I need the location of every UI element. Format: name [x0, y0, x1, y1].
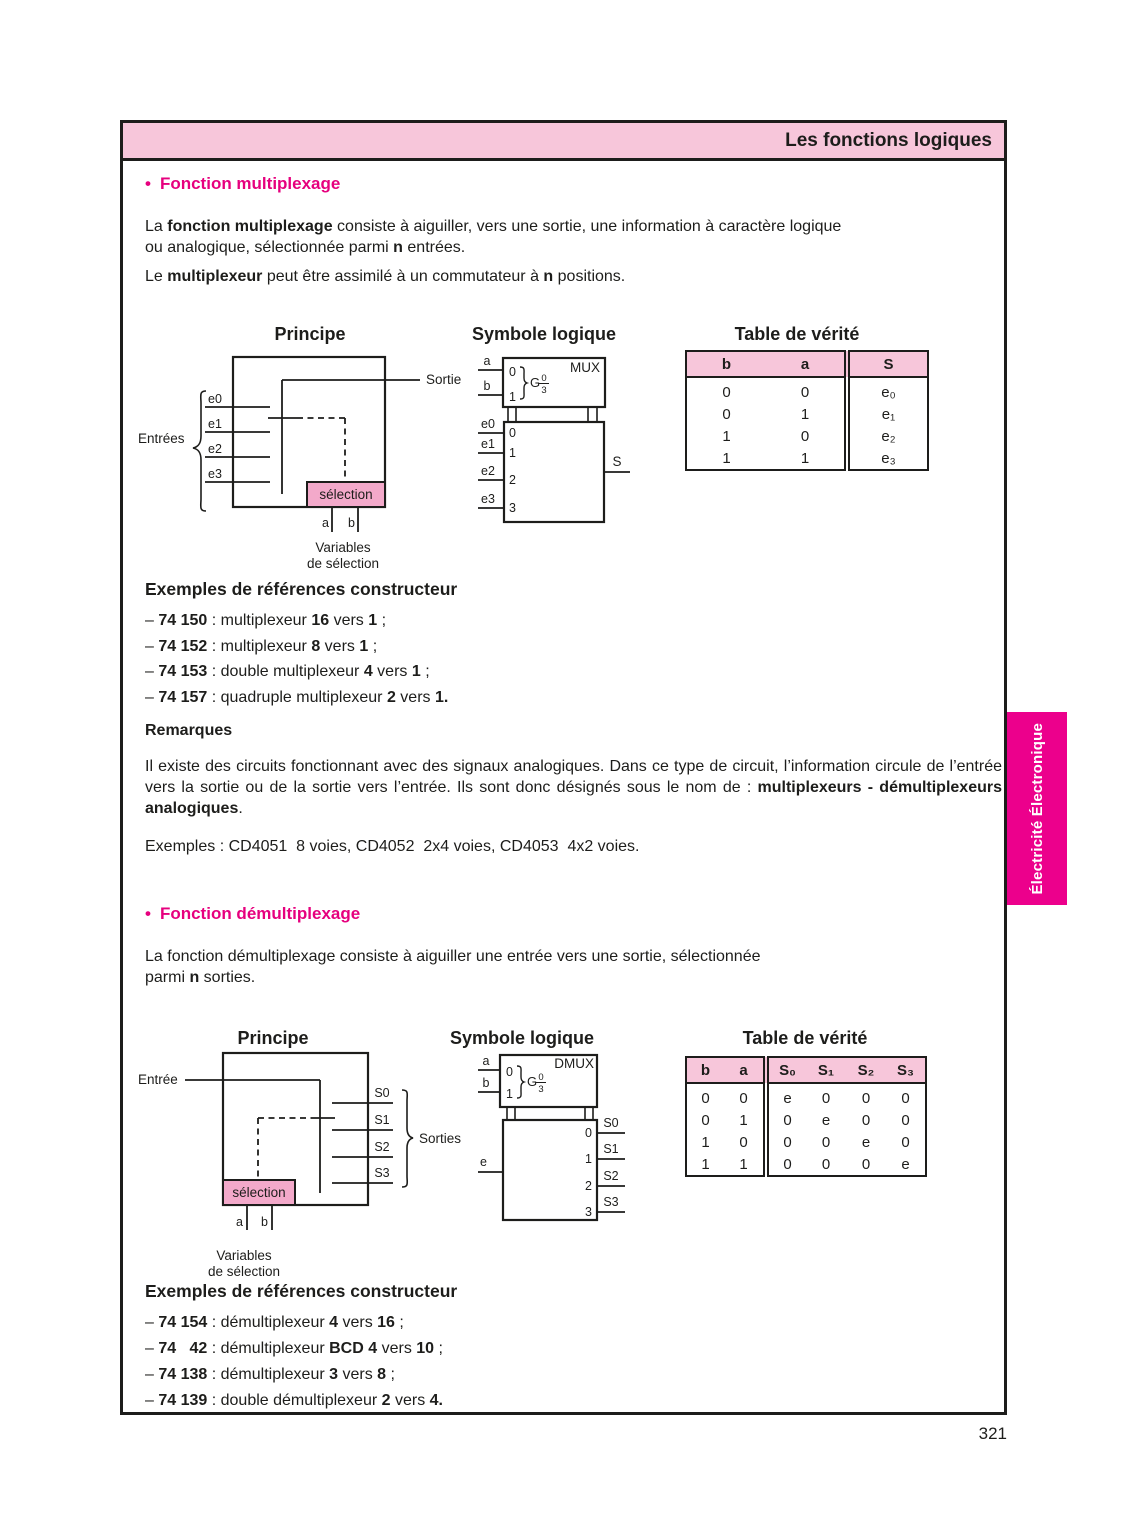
cell: e: [901, 1155, 910, 1173]
demux-out-s0: S0: [374, 1086, 390, 1100]
demux-var-b: b: [261, 1215, 268, 1229]
col-header-s2: S₂: [846, 1057, 886, 1083]
list-item: – 74 152 : multiplexeur 8 vers 1 ;: [145, 637, 378, 655]
demux-principe-diagram: [130, 1040, 470, 1290]
cell: 0: [821, 1089, 831, 1107]
table-row: [686, 403, 928, 425]
mux-section-title-text: Fonction multiplexage: [159, 174, 341, 193]
demux-examples-list: [145, 1310, 1002, 1414]
mux-pin-1: 1: [509, 446, 516, 460]
mux-truth-table: [685, 350, 929, 471]
mux-sel-b: b: [483, 379, 491, 393]
mux-selection-label: sélection: [319, 487, 373, 502]
table-row: [686, 1153, 926, 1176]
entree-label: Entrée: [138, 1072, 178, 1087]
cell: 0: [861, 1111, 871, 1129]
col-header-a: a: [724, 1057, 766, 1083]
cell: 0: [739, 1089, 748, 1107]
sorties-brace: [402, 1090, 413, 1187]
bullet: •: [145, 904, 151, 923]
mux-symbole-boxes: [503, 358, 605, 522]
demux-sel-b: b: [482, 1076, 490, 1090]
table-row: [686, 1131, 926, 1153]
mux-truth-header-row: [686, 351, 928, 377]
cell: e₁: [847, 403, 928, 425]
demux-var-a: a: [236, 1215, 243, 1229]
demux-pin-2: 2: [585, 1179, 592, 1193]
demux-selection-label: sélection: [232, 1185, 286, 1200]
entrees-label: Entrées: [138, 431, 185, 446]
cell: 0: [701, 1111, 710, 1129]
demux-table-title: Table de vérité: [742, 1028, 868, 1048]
demux-principe-title: Principe: [237, 1028, 309, 1048]
demux-symbole-title: Symbole logique: [449, 1028, 595, 1048]
cell: 0: [701, 1089, 710, 1107]
list-item: – 74 139 : double démultiplexeur 2 vers 4.: [145, 1392, 443, 1409]
demux-out-s2: S2: [374, 1140, 390, 1154]
cell: 0: [722, 383, 731, 401]
table-row: [686, 377, 928, 403]
col-header-s1: S₁: [806, 1057, 846, 1083]
cell: 0: [861, 1155, 871, 1173]
mux-pin-2: 2: [509, 473, 516, 487]
mux-examples-list: [145, 608, 1002, 710]
mux-g-num: 0: [541, 373, 547, 384]
mux-input-e1: e1: [208, 417, 222, 431]
sortie-label: Sortie: [426, 372, 462, 387]
col-header-b: b: [686, 351, 766, 377]
mux-pin-3: 3: [509, 501, 516, 515]
demux-sel-pin1: 1: [506, 1087, 513, 1101]
cell: 1: [739, 1155, 748, 1173]
list-item: – 74 42 : démultiplexeur BCD 4 vers 10 ;: [145, 1340, 443, 1357]
mux-sym-e3: e3: [481, 492, 495, 506]
mux-variables-caption-1: Variables: [315, 540, 371, 555]
cell: 0: [821, 1133, 831, 1151]
demux-variables-caption-1: Variables: [216, 1248, 272, 1263]
mux-g-label: G: [530, 375, 541, 390]
mux-symbole-diagram: [460, 340, 670, 588]
mux-input-e0: e0: [208, 392, 222, 406]
list-item: – 74 150 : multiplexeur 16 vers 1 ;: [145, 612, 387, 629]
cell: e: [821, 1111, 831, 1129]
mux-intro-paragraph: La fonction multiplexage consiste à aiguiller, vers une sortie, une information à caractère logique ou analogique, sélectionnée parmi n entrées.: [145, 218, 842, 256]
mux-principe-wires: [205, 380, 420, 532]
mux-sel-pin0: 0: [509, 365, 516, 379]
page-number: 321: [978, 1424, 1007, 1443]
demux-truth-header-row: [686, 1057, 926, 1083]
cell: 0: [901, 1089, 910, 1107]
demux-sym-s1: S1: [603, 1142, 619, 1156]
demux-truth-table: [685, 1056, 927, 1177]
cell: e₃: [847, 447, 928, 470]
cell: e: [766, 1083, 806, 1109]
mux-intro2-paragraph: Le multiplexeur peut être assimilé à un commutateur à n positions.: [145, 268, 626, 285]
cell: 0: [766, 1153, 806, 1176]
demux-symbole-diagram: [460, 1040, 670, 1240]
demux-variables-caption-2: de sélection: [207, 1264, 281, 1279]
table-row: [686, 447, 928, 470]
cell: 0: [722, 405, 731, 423]
mux-input-e2: e2: [208, 442, 222, 456]
cell: e₀: [847, 377, 928, 403]
demux-pin-1: 1: [585, 1152, 592, 1166]
mux-sym-e0: e0: [481, 417, 495, 431]
mux-principe-diagram: [130, 340, 470, 588]
remarks-paragraph: Il existe des circuits fonctionnant avec des signaux analogiques. Dans ce type de circuit, l’information circule de l’entrée vers la sortie ou de la sortie vers l’entrée. Ils sont donc désignés sous le nom de : multiplexeurs - démultiplexeurs analogiques.: [145, 758, 1002, 817]
mux-sel-a: a: [483, 354, 491, 368]
demux-intro-paragraph: La fonction démultiplexage consiste à aiguiller une entrée vers une sortie, sélectionnée parmi n sorties.: [145, 948, 761, 986]
mux-table-title: Table de vérité: [734, 324, 860, 344]
list-item: – 74 154 : démultiplexeur 4 vers 16 ;: [145, 1314, 404, 1331]
entrees-brace: [193, 391, 206, 511]
mux-pin-0: 0: [509, 426, 516, 440]
cell: 0: [901, 1111, 910, 1129]
cell: 0: [821, 1155, 831, 1173]
cell: 0: [739, 1133, 748, 1151]
cell: e₂: [847, 425, 928, 447]
mux-var-a: a: [322, 516, 329, 530]
cell: 1: [722, 449, 731, 467]
table-row: [686, 1109, 926, 1131]
list-item: – 74 138 : démultiplexeur 3 vers 8 ;: [145, 1366, 395, 1383]
cell: e: [861, 1133, 871, 1151]
table-row: [686, 1083, 926, 1109]
demux-sel-pin0: 0: [506, 1065, 513, 1079]
list-item: – 74 153 : double multiplexeur 4 vers 1 ;: [145, 663, 430, 680]
mux-principe-title: Principe: [274, 324, 346, 344]
sorties-label: Sorties: [419, 1131, 462, 1146]
cell: 1: [722, 427, 731, 445]
chapter-side-tab-label: Électricité Électronique: [1028, 722, 1046, 895]
demux-section-title-text: Fonction démultiplexage: [159, 904, 361, 923]
demux-sym-s2: S2: [603, 1169, 619, 1183]
cell: 0: [901, 1133, 910, 1151]
demux-section-title: [145, 904, 360, 924]
demux-symbole-boxes: [500, 1055, 597, 1220]
demux-input-e: e: [480, 1155, 487, 1169]
mux-g-den: 3: [541, 385, 547, 396]
page-header-bar: [120, 120, 1007, 161]
demux-principe-wires: [185, 1080, 393, 1230]
mux-section-title: [145, 174, 340, 194]
mux-variables-caption-2: de sélection: [306, 556, 380, 571]
demux-sym-s0: S0: [603, 1116, 619, 1130]
demux-g-label: G: [527, 1074, 538, 1089]
cell: 1: [800, 449, 810, 467]
demux-out-s1: S1: [374, 1113, 390, 1127]
demux-pin-0: 0: [585, 1126, 592, 1140]
bullet: •: [145, 174, 151, 193]
mux-symbole-wires: [478, 370, 630, 508]
table-row: [686, 425, 928, 447]
demux-chip-label: DMUX: [554, 1056, 594, 1071]
col-header-s: S: [847, 351, 928, 377]
g-brace: [517, 1066, 524, 1098]
cell: 1: [739, 1111, 748, 1129]
cell: 0: [800, 383, 810, 401]
mux-sym-e1: e1: [481, 437, 495, 451]
cell: 0: [861, 1089, 871, 1107]
demux-sel-a: a: [482, 1054, 490, 1068]
cell: 1: [800, 405, 810, 423]
col-header-s3: S₃: [886, 1057, 926, 1083]
mux-symbole-title: Symbole logique: [471, 324, 617, 344]
mux-chip-label: MUX: [570, 360, 600, 375]
col-header-s0: S₀: [766, 1057, 806, 1083]
remarks-title: Remarques: [145, 722, 233, 739]
mux-examples-title: Exemples de références constructeur: [145, 579, 458, 599]
mux-input-e3: e3: [208, 467, 222, 481]
col-header-a: a: [766, 351, 847, 377]
cell: 1: [701, 1133, 710, 1151]
cell: 1: [701, 1155, 710, 1173]
g-brace: [520, 367, 527, 399]
demux-sym-s3: S3: [603, 1195, 619, 1209]
chapter-side-tab: [1007, 712, 1067, 905]
mux-sel-pin1: 1: [509, 390, 516, 404]
col-header-b: b: [686, 1057, 724, 1083]
cell: 0: [766, 1109, 806, 1131]
mux-sym-e2: e2: [481, 464, 495, 478]
page-header-title: Les fonctions logiques: [785, 129, 992, 151]
demux-pin-3: 3: [585, 1205, 592, 1219]
analog-examples-line: Exemples : CD4051 8 voies, CD4052 2x4 voies, CD4053 4x2 voies.: [145, 838, 640, 855]
demux-symbole-tabs: [507, 1107, 593, 1120]
mux-var-b: b: [348, 516, 355, 530]
demux-examples-title: Exemples de références constructeur: [145, 1281, 458, 1301]
mux-output-s: S: [612, 454, 622, 469]
list-item: – 74 157 : quadruple multiplexeur 2 vers 1.: [145, 688, 449, 706]
demux-g-den: 3: [538, 1084, 544, 1095]
cell: 0: [800, 427, 810, 445]
demux-g-num: 0: [538, 1072, 544, 1083]
mux-symbole-tabs: [508, 407, 597, 422]
demux-out-s3: S3: [374, 1166, 390, 1180]
cell: 0: [766, 1131, 806, 1153]
